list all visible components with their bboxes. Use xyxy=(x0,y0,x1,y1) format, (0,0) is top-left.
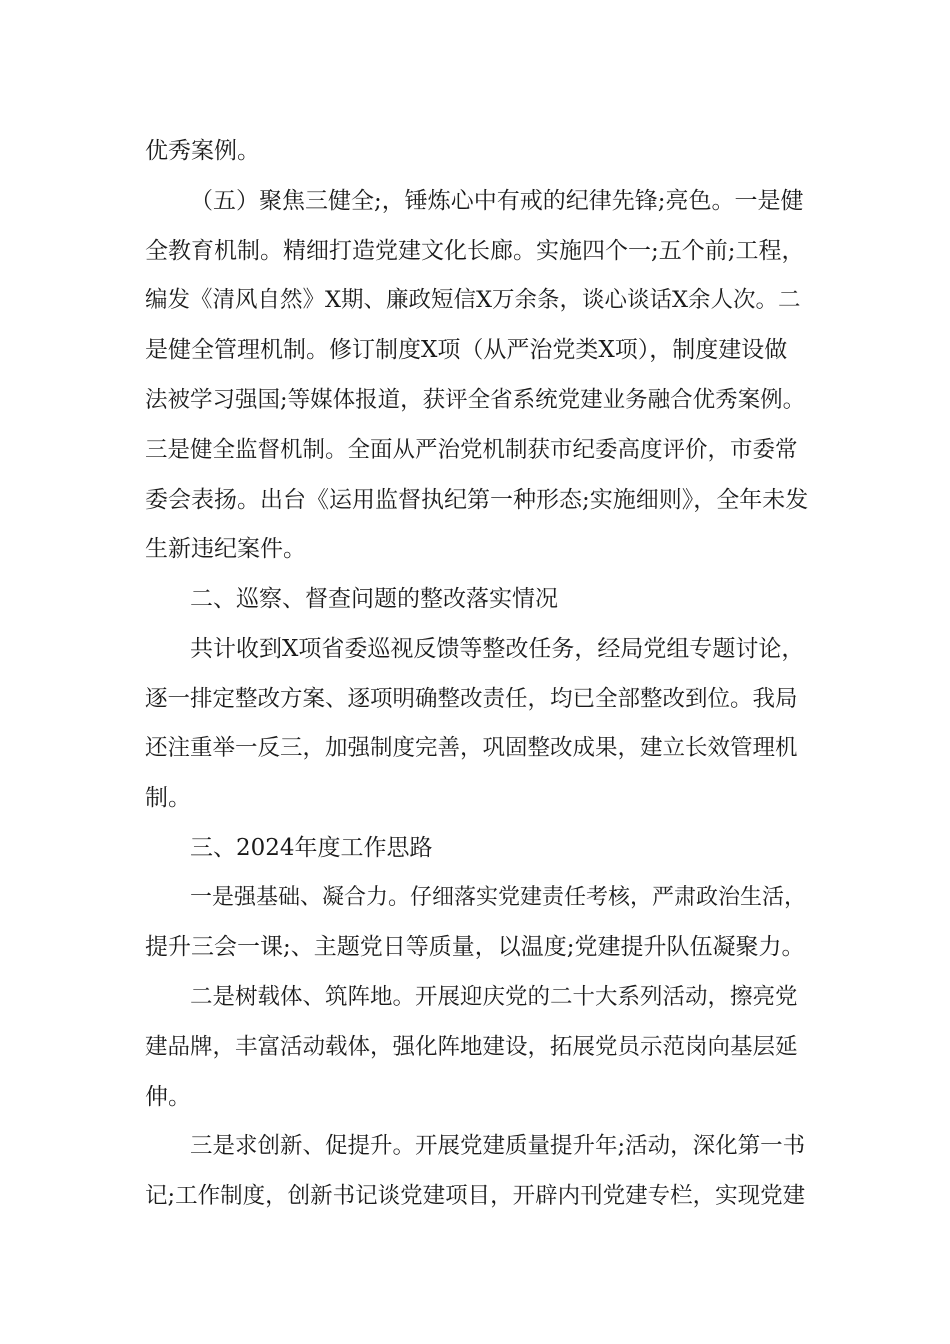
text-line: 委会表扬。出台《运用监督执纪第一种形态;实施细则》，全年未发 xyxy=(145,487,809,513)
text-line: 全教育机制。精细打造党建文化长廊。实施四个一;五个前;工程， xyxy=(145,238,805,264)
text-line: 制。 xyxy=(145,785,191,811)
text-line: 三是健全监督机制。全面从严治党机制获市纪委高度评价，市委常 xyxy=(145,437,798,463)
section-heading: 三、2024年度工作思路 xyxy=(190,835,433,861)
text-line: 一是强基础、凝合力。仔细落实党建责任考核，严肃政治生活， xyxy=(190,885,807,910)
text-line: 生新违纪案件。 xyxy=(145,536,306,562)
text-line: 记;工作制度，创新书记谈党建项目，开辟内刊党建专栏，实现党建 xyxy=(145,1183,806,1209)
text-line: 三是求创新、促提升。开展党建质量提升年;活动，深化第一书 xyxy=(190,1133,806,1159)
text-line: （五）聚焦三健全;，锤炼心中有戒的纪律先锋;亮色。一是健 xyxy=(190,188,804,214)
text-line: 逐一排定整改方案、逐项明确整改责任，均已全部整改到位。我局 xyxy=(145,686,798,712)
text-line: 伸。 xyxy=(145,1084,191,1110)
text-line: 提升三会一课;、主题党日等质量，以温度;党建提升队伍凝聚力。 xyxy=(145,934,805,960)
text-line: 二是树载体、筑阵地。开展迎庆党的二十大系列活动，擦亮党 xyxy=(190,984,798,1010)
text-line: 法被学习强国;等媒体报道，获评全省系统党建业务融合优秀案例。 xyxy=(145,387,806,413)
text-line: 是健全管理机制。修订制度X项（从严治党类X项），制度建设做 xyxy=(145,337,788,363)
text-line: 优秀案例。 xyxy=(145,138,260,164)
section-heading: 二、巡察、督查问题的整改落实情况 xyxy=(190,586,558,612)
text-line: 还注重举一反三，加强制度完善，巩固整改成果，建立长效管理机 xyxy=(145,735,798,761)
text-line: 编发《清风自然》X期、廉政短信X万余条，谈心谈话X余人次。二 xyxy=(145,287,801,313)
text-line: 共计收到X项省委巡视反馈等整改任务，经局党组专题讨论， xyxy=(190,636,805,662)
text-line: 建品牌，丰富活动载体，强化阵地建设，拓展党员示范岗向基层延 xyxy=(145,1034,798,1060)
